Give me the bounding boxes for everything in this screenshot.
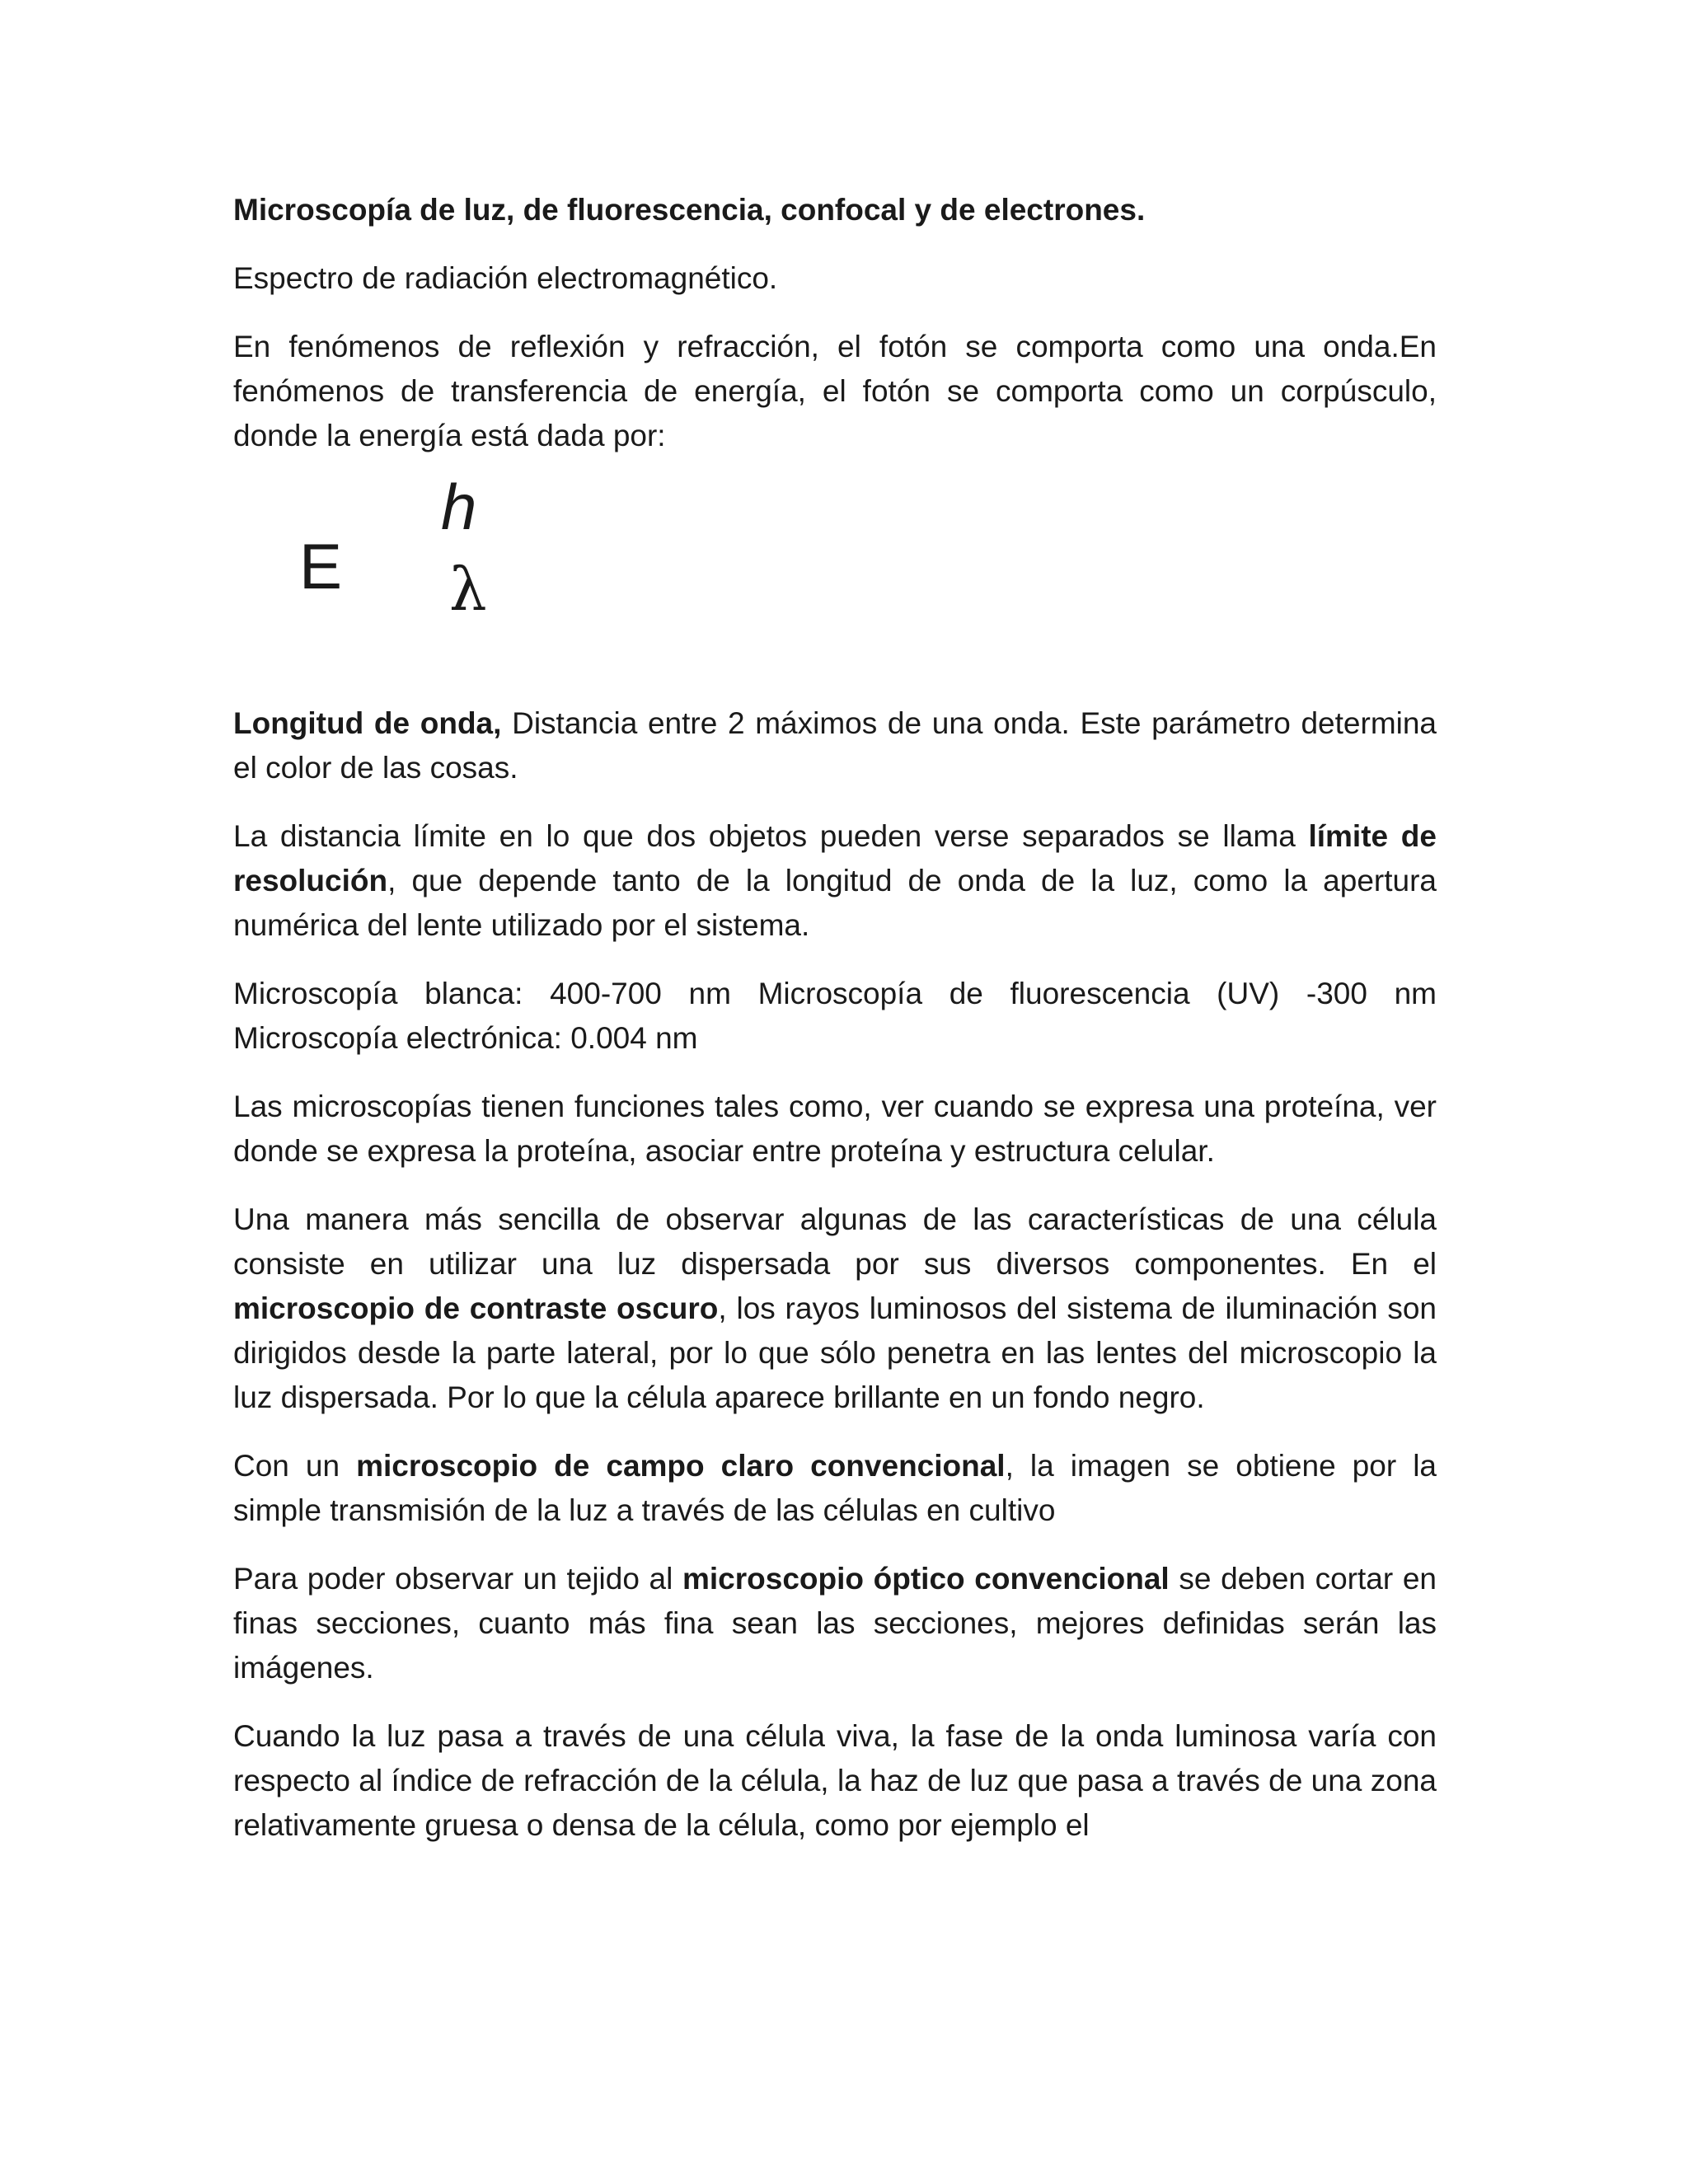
energy-formula — [233, 471, 1437, 680]
paragraph-wavelength — [233, 701, 1437, 790]
wavelength-definition: Distancia entre 2 máximos de una onda. Este parámetro determina el color de las cosas. — [233, 706, 1437, 785]
optical-text-2: se deben cortar en finas secciones, cuanto más fina sean las secciones, mejores definidas serán las imágenes. — [233, 1562, 1437, 1685]
paragraph-resolution — [233, 814, 1437, 948]
term-dark-field-microscope: microscopio de contraste oscuro — [233, 1291, 719, 1325]
optical-text-1: Para poder observar un tejido al — [233, 1562, 682, 1596]
formula-lambda-symbol: λ — [449, 555, 487, 624]
dark-field-text-2: , los rayos luminosos del sistema de iluminación son dirigidos desde la parte lateral, por lo que sólo penetra en las lentes del microscopio la luz dispersada. Por lo que la célula aparece brillante en un fondo negro. — [233, 1291, 1437, 1414]
bright-field-text-1: Con un — [233, 1449, 357, 1483]
paragraph-photon: En fenómenos de reflexión y refracción, el fotón se comporta como una onda.En fenómenos de transferencia de energía, el fotón se comporta como un corpúsculo, donde la energía está dada por: — [233, 330, 1437, 452]
paragraph-bright-field — [233, 1444, 1437, 1533]
paragraph-dark-field — [233, 1197, 1437, 1420]
paragraph-wavelength-ranges: Microscopía blanca: 400-700 nm Microscopía de fluorescencia (UV) -300 nm Microscopía electrónica: 0.004 nm — [233, 977, 1437, 1055]
document-page — [233, 188, 1437, 1872]
formula-energy-symbol: E — [299, 530, 343, 602]
section-subtitle: Espectro de radiación electromagnético. — [233, 261, 778, 295]
term-bright-field-microscope: microscopio de campo claro convencional — [356, 1449, 1006, 1483]
term-wavelength: Longitud de onda, — [233, 706, 502, 740]
paragraph-phase: Cuando la luz pasa a través de una célula viva, la fase de la onda luminosa varía con respecto al índice de refracción de la célula, la haz de luz que pasa a través de una zona relativamente gruesa o densa de la célula, como por ejemplo el — [233, 1719, 1437, 1842]
paragraph-functions: Las microscopías tienen funciones tales como, ver cuando se expresa una proteína, ver donde se expresa la proteína, asociar entre proteína y estructura celular. — [233, 1090, 1437, 1168]
resolution-text-1: La distancia límite en lo que dos objetos pueden verse separados se llama — [233, 819, 1309, 853]
bright-field-text-2: , la imagen se obtiene por la simple transmisión de la luz a través de las células en cultivo — [233, 1449, 1437, 1527]
dark-field-text-1: Una manera más sencilla de observar algunas de las características de una célula consiste en utilizar una luz dispersada por sus diversos componentes. En el — [233, 1202, 1437, 1281]
term-resolution-limit: límite de resolución — [233, 819, 1437, 898]
formula-planck-symbol: h — [441, 471, 477, 543]
term-optical-microscope: microscopio óptico convencional — [682, 1562, 1170, 1596]
paragraph-optical — [233, 1557, 1437, 1690]
resolution-text-2: , que depende tanto de la longitud de onda de la luz, como la apertura numérica del lente utilizado por el sistema. — [233, 864, 1437, 942]
document-title: Microscopía de luz, de fluorescencia, confocal y de electrones. — [233, 193, 1146, 227]
